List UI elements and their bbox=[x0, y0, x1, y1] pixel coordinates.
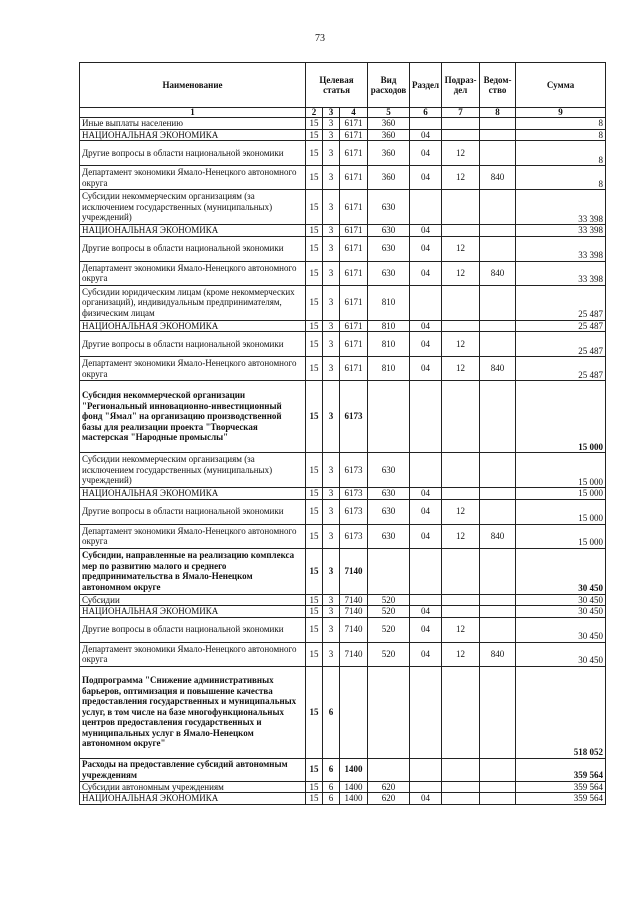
header-department: Ведом-ство bbox=[480, 63, 516, 108]
table-row bbox=[80, 285, 606, 320]
row-article-program: 15 bbox=[306, 488, 323, 500]
row-section: 04 bbox=[410, 129, 442, 141]
row-article-code bbox=[340, 666, 368, 758]
row-subsection bbox=[442, 606, 480, 618]
row-article-program: 15 bbox=[306, 617, 323, 642]
column-index: 8 bbox=[480, 108, 516, 118]
table-row bbox=[80, 129, 606, 141]
row-department: 840 bbox=[480, 261, 516, 285]
row-article-subprogram: 3 bbox=[323, 381, 340, 453]
row-article-code: 6171 bbox=[340, 236, 368, 261]
row-department: 840 bbox=[480, 642, 516, 666]
column-index: 7 bbox=[442, 108, 480, 118]
row-article-code: 6171 bbox=[340, 129, 368, 141]
row-section bbox=[410, 381, 442, 453]
row-article-code: 6171 bbox=[340, 166, 368, 190]
row-article-program: 15 bbox=[306, 781, 323, 793]
row-sum: 33 398 bbox=[516, 190, 606, 225]
row-sum: 30 450 bbox=[516, 548, 606, 594]
row-article-code: 6171 bbox=[340, 190, 368, 225]
row-name: НАЦИОНАЛЬНАЯ ЭКОНОМИКА bbox=[80, 129, 306, 141]
row-name: Другие вопросы в области национальной экономики bbox=[80, 141, 306, 166]
row-department bbox=[480, 594, 516, 606]
row-article-program: 15 bbox=[306, 594, 323, 606]
row-subsection: 12 bbox=[442, 357, 480, 381]
row-subsection bbox=[442, 381, 480, 453]
row-section: 04 bbox=[410, 236, 442, 261]
row-article-subprogram: 3 bbox=[323, 166, 340, 190]
row-article-subprogram: 6 bbox=[323, 666, 340, 758]
row-article-subprogram: 3 bbox=[323, 190, 340, 225]
row-article-program: 15 bbox=[306, 642, 323, 666]
row-department bbox=[480, 793, 516, 805]
row-department bbox=[480, 381, 516, 453]
header-sum: Сумма bbox=[516, 63, 606, 108]
row-expense-type: 520 bbox=[368, 617, 410, 642]
row-expense-type: 630 bbox=[368, 225, 410, 237]
row-article-subprogram: 3 bbox=[323, 320, 340, 332]
table-row bbox=[80, 166, 606, 190]
row-article-code: 6171 bbox=[340, 225, 368, 237]
row-expense-type: 810 bbox=[368, 332, 410, 357]
row-name: НАЦИОНАЛЬНАЯ ЭКОНОМИКА bbox=[80, 225, 306, 237]
row-subsection bbox=[442, 548, 480, 594]
row-article-code: 7140 bbox=[340, 548, 368, 594]
row-section: 04 bbox=[410, 606, 442, 618]
row-article-subprogram: 3 bbox=[323, 285, 340, 320]
row-subsection: 12 bbox=[442, 332, 480, 357]
row-sum: 33 398 bbox=[516, 225, 606, 237]
page-number: 73 bbox=[315, 33, 325, 44]
row-name: Другие вопросы в области национальной экономики bbox=[80, 332, 306, 357]
row-name: Департамент экономики Ямало-Ненецкого автономного округа bbox=[80, 642, 306, 666]
row-article-program: 15 bbox=[306, 118, 323, 130]
row-name: Иные выплаты населению bbox=[80, 118, 306, 130]
row-department bbox=[480, 236, 516, 261]
row-article-program: 15 bbox=[306, 548, 323, 594]
row-article-program: 15 bbox=[306, 606, 323, 618]
row-sum: 359 564 bbox=[516, 758, 606, 781]
row-article-subprogram: 6 bbox=[323, 781, 340, 793]
row-department: 840 bbox=[480, 357, 516, 381]
row-article-program: 15 bbox=[306, 524, 323, 548]
column-index: 9 bbox=[516, 108, 606, 118]
row-subsection bbox=[442, 453, 480, 488]
row-article-program: 15 bbox=[306, 758, 323, 781]
row-name: Субсидии автономным учреждениям bbox=[80, 781, 306, 793]
header-subsection: Подраз-дел bbox=[442, 63, 480, 108]
row-section: 04 bbox=[410, 499, 442, 524]
row-subsection: 12 bbox=[442, 642, 480, 666]
row-article-subprogram: 3 bbox=[323, 129, 340, 141]
row-expense-type bbox=[368, 381, 410, 453]
row-article-code: 6171 bbox=[340, 332, 368, 357]
row-subsection: 12 bbox=[442, 261, 480, 285]
row-article-program: 15 bbox=[306, 261, 323, 285]
row-name: Субсидии юридическим лицам (кроме некоммерческих организаций), индивидуальным предпринимателям, физическим лицам bbox=[80, 285, 306, 320]
row-article-program: 15 bbox=[306, 236, 323, 261]
row-department bbox=[480, 129, 516, 141]
row-expense-type: 620 bbox=[368, 781, 410, 793]
row-article-code: 1400 bbox=[340, 793, 368, 805]
row-section bbox=[410, 548, 442, 594]
row-subsection bbox=[442, 793, 480, 805]
row-department bbox=[480, 781, 516, 793]
row-expense-type: 520 bbox=[368, 606, 410, 618]
row-department bbox=[480, 190, 516, 225]
table-row bbox=[80, 488, 606, 500]
row-name: Подпрограмма "Снижение административных барьеров, оптимизация и повышение качества предоставления государственных и муниципальных услуг, в том числе на базе многофункциональных центров предоставления государственных и муниципальных услуг в Ямало-Ненецком автономном округе" bbox=[80, 666, 306, 758]
row-sum: 30 450 bbox=[516, 617, 606, 642]
row-article-subprogram: 3 bbox=[323, 499, 340, 524]
row-section: 04 bbox=[410, 332, 442, 357]
table-row bbox=[80, 594, 606, 606]
row-expense-type: 630 bbox=[368, 190, 410, 225]
row-expense-type: 520 bbox=[368, 642, 410, 666]
row-section: 04 bbox=[410, 488, 442, 500]
row-name: Департамент экономики Ямало-Ненецкого автономного округа bbox=[80, 357, 306, 381]
row-article-subprogram: 3 bbox=[323, 261, 340, 285]
table-row bbox=[80, 141, 606, 166]
row-sum: 25 487 bbox=[516, 285, 606, 320]
row-sum: 8 bbox=[516, 129, 606, 141]
row-name: Департамент экономики Ямало-Ненецкого автономного округа bbox=[80, 166, 306, 190]
row-article-program: 15 bbox=[306, 225, 323, 237]
row-article-subprogram: 3 bbox=[323, 594, 340, 606]
row-subsection bbox=[442, 129, 480, 141]
row-section bbox=[410, 758, 442, 781]
row-name: Другие вопросы в области национальной экономики bbox=[80, 617, 306, 642]
row-article-subprogram: 6 bbox=[323, 793, 340, 805]
row-subsection: 12 bbox=[442, 524, 480, 548]
row-article-code: 7140 bbox=[340, 606, 368, 618]
row-sum: 518 052 bbox=[516, 666, 606, 758]
row-subsection bbox=[442, 225, 480, 237]
row-expense-type: 630 bbox=[368, 236, 410, 261]
row-expense-type: 620 bbox=[368, 793, 410, 805]
row-article-subprogram: 3 bbox=[323, 453, 340, 488]
column-index: 4 bbox=[340, 108, 368, 118]
row-sum: 8 bbox=[516, 118, 606, 130]
row-department bbox=[480, 548, 516, 594]
table-row bbox=[80, 499, 606, 524]
row-article-subprogram: 3 bbox=[323, 488, 340, 500]
column-index: 1 bbox=[80, 108, 306, 118]
row-article-code: 6171 bbox=[340, 118, 368, 130]
row-subsection: 12 bbox=[442, 141, 480, 166]
row-section: 04 bbox=[410, 225, 442, 237]
row-subsection bbox=[442, 285, 480, 320]
row-article-subprogram: 3 bbox=[323, 141, 340, 166]
row-article-program: 15 bbox=[306, 141, 323, 166]
column-index: 2 bbox=[306, 108, 323, 118]
row-article-code: 6173 bbox=[340, 453, 368, 488]
table-row bbox=[80, 793, 606, 805]
row-article-program: 15 bbox=[306, 499, 323, 524]
row-section: 04 bbox=[410, 642, 442, 666]
column-index: 5 bbox=[368, 108, 410, 118]
row-expense-type bbox=[368, 548, 410, 594]
row-sum: 25 487 bbox=[516, 332, 606, 357]
row-article-subprogram: 3 bbox=[323, 606, 340, 618]
row-article-code: 6173 bbox=[340, 524, 368, 548]
row-name: Департамент экономики Ямало-Ненецкого автономного округа bbox=[80, 261, 306, 285]
row-sum: 30 450 bbox=[516, 606, 606, 618]
row-department bbox=[480, 285, 516, 320]
header-section: Раздел bbox=[410, 63, 442, 108]
row-department bbox=[480, 320, 516, 332]
row-name: Субсидии некоммерческим организациям (за исключением государственных (муниципальных) учреждений) bbox=[80, 453, 306, 488]
row-section: 04 bbox=[410, 617, 442, 642]
row-department bbox=[480, 499, 516, 524]
column-index: 3 bbox=[323, 108, 340, 118]
row-section bbox=[410, 594, 442, 606]
header-target-article: Целевая статья bbox=[306, 63, 368, 108]
row-expense-type: 810 bbox=[368, 320, 410, 332]
table-row bbox=[80, 190, 606, 225]
row-name: Субсидии, направленные на реализацию комплекса мер по развитию малого и среднего предпринимательства в Ямало-Ненецком автономном округе bbox=[80, 548, 306, 594]
row-expense-type: 630 bbox=[368, 524, 410, 548]
row-department bbox=[480, 453, 516, 488]
row-sum: 8 bbox=[516, 166, 606, 190]
row-name: НАЦИОНАЛЬНАЯ ЭКОНОМИКА bbox=[80, 606, 306, 618]
table-row bbox=[80, 381, 606, 453]
row-article-code: 1400 bbox=[340, 781, 368, 793]
row-department bbox=[480, 617, 516, 642]
row-expense-type: 630 bbox=[368, 488, 410, 500]
row-expense-type: 630 bbox=[368, 453, 410, 488]
budget-table bbox=[79, 62, 606, 805]
row-article-code: 6173 bbox=[340, 499, 368, 524]
row-article-code: 6171 bbox=[340, 141, 368, 166]
row-sum: 15 000 bbox=[516, 499, 606, 524]
row-department bbox=[480, 225, 516, 237]
row-sum: 15 000 bbox=[516, 488, 606, 500]
row-expense-type: 630 bbox=[368, 261, 410, 285]
row-article-program: 15 bbox=[306, 190, 323, 225]
row-article-subprogram: 3 bbox=[323, 118, 340, 130]
row-article-code: 7140 bbox=[340, 617, 368, 642]
row-article-subprogram: 3 bbox=[323, 617, 340, 642]
row-subsection bbox=[442, 594, 480, 606]
row-section: 04 bbox=[410, 357, 442, 381]
row-section: 04 bbox=[410, 141, 442, 166]
row-sum: 33 398 bbox=[516, 261, 606, 285]
row-department bbox=[480, 666, 516, 758]
table-row bbox=[80, 642, 606, 666]
row-article-program: 15 bbox=[306, 381, 323, 453]
row-expense-type: 810 bbox=[368, 357, 410, 381]
row-name: Субсидия некоммерческой организации "Региональный инновационно-инвестиционный фонд "Ямал" на организацию производственной базы для реализации проекта "Творческая мастерская "Народные промыслы" bbox=[80, 381, 306, 453]
row-name: Другие вопросы в области национальной экономики bbox=[80, 236, 306, 261]
table-row bbox=[80, 118, 606, 130]
row-article-code: 6171 bbox=[340, 320, 368, 332]
table-row bbox=[80, 320, 606, 332]
table-row bbox=[80, 548, 606, 594]
row-article-subprogram: 6 bbox=[323, 758, 340, 781]
row-subsection: 12 bbox=[442, 617, 480, 642]
row-article-program: 15 bbox=[306, 332, 323, 357]
row-subsection: 12 bbox=[442, 166, 480, 190]
row-article-program: 15 bbox=[306, 129, 323, 141]
row-article-code: 6171 bbox=[340, 285, 368, 320]
row-subsection bbox=[442, 666, 480, 758]
row-sum: 8 bbox=[516, 141, 606, 166]
row-article-subprogram: 3 bbox=[323, 357, 340, 381]
row-expense-type bbox=[368, 666, 410, 758]
row-article-code: 6171 bbox=[340, 357, 368, 381]
row-article-program: 15 bbox=[306, 793, 323, 805]
row-department bbox=[480, 118, 516, 130]
row-subsection bbox=[442, 488, 480, 500]
column-index: 6 bbox=[410, 108, 442, 118]
row-subsection bbox=[442, 320, 480, 332]
row-subsection: 12 bbox=[442, 236, 480, 261]
row-section: 04 bbox=[410, 793, 442, 805]
table-row bbox=[80, 524, 606, 548]
row-expense-type: 810 bbox=[368, 285, 410, 320]
row-subsection bbox=[442, 118, 480, 130]
row-section bbox=[410, 666, 442, 758]
row-article-code: 6171 bbox=[340, 261, 368, 285]
row-name: Субсидии некоммерческим организациям (за исключением государственных (муниципальных) учреждений) bbox=[80, 190, 306, 225]
row-subsection bbox=[442, 190, 480, 225]
row-sum: 15 000 bbox=[516, 524, 606, 548]
row-section: 04 bbox=[410, 261, 442, 285]
row-sum: 25 487 bbox=[516, 357, 606, 381]
row-subsection: 12 bbox=[442, 499, 480, 524]
row-department bbox=[480, 141, 516, 166]
table-row bbox=[80, 261, 606, 285]
row-article-program: 15 bbox=[306, 285, 323, 320]
row-article-subprogram: 3 bbox=[323, 642, 340, 666]
row-article-program: 15 bbox=[306, 666, 323, 758]
row-article-program: 15 bbox=[306, 357, 323, 381]
row-article-code: 6173 bbox=[340, 381, 368, 453]
row-sum: 25 487 bbox=[516, 320, 606, 332]
row-sum: 30 450 bbox=[516, 642, 606, 666]
row-section bbox=[410, 453, 442, 488]
row-section: 04 bbox=[410, 166, 442, 190]
row-name: Субсидии bbox=[80, 594, 306, 606]
row-sum: 359 564 bbox=[516, 793, 606, 805]
row-sum: 33 398 bbox=[516, 236, 606, 261]
row-section bbox=[410, 781, 442, 793]
row-section: 04 bbox=[410, 320, 442, 332]
row-article-program: 15 bbox=[306, 166, 323, 190]
row-name: НАЦИОНАЛЬНАЯ ЭКОНОМИКА bbox=[80, 488, 306, 500]
row-section bbox=[410, 118, 442, 130]
row-article-subprogram: 3 bbox=[323, 225, 340, 237]
row-article-code: 7140 bbox=[340, 594, 368, 606]
header-name: Наименование bbox=[80, 63, 306, 108]
row-expense-type: 520 bbox=[368, 594, 410, 606]
row-name: НАЦИОНАЛЬНАЯ ЭКОНОМИКА bbox=[80, 320, 306, 332]
row-subsection bbox=[442, 758, 480, 781]
row-sum: 15 000 bbox=[516, 381, 606, 453]
table-row bbox=[80, 666, 606, 758]
row-department bbox=[480, 332, 516, 357]
row-article-subprogram: 3 bbox=[323, 524, 340, 548]
row-department bbox=[480, 488, 516, 500]
row-article-subprogram: 3 bbox=[323, 548, 340, 594]
row-article-program: 15 bbox=[306, 453, 323, 488]
row-article-code: 1400 bbox=[340, 758, 368, 781]
row-section: 04 bbox=[410, 524, 442, 548]
row-department bbox=[480, 606, 516, 618]
row-subsection bbox=[442, 781, 480, 793]
table-row bbox=[80, 758, 606, 781]
row-expense-type: 360 bbox=[368, 129, 410, 141]
column-index-row bbox=[80, 108, 606, 118]
row-article-code: 6173 bbox=[340, 488, 368, 500]
row-article-subprogram: 3 bbox=[323, 236, 340, 261]
row-article-subprogram: 3 bbox=[323, 332, 340, 357]
row-name: Департамент экономики Ямало-Ненецкого автономного округа bbox=[80, 524, 306, 548]
row-sum: 359 564 bbox=[516, 781, 606, 793]
table-row bbox=[80, 357, 606, 381]
row-section bbox=[410, 190, 442, 225]
header-expense-type: Вид расходов bbox=[368, 63, 410, 108]
table-row bbox=[80, 453, 606, 488]
table-row bbox=[80, 606, 606, 618]
row-expense-type: 360 bbox=[368, 166, 410, 190]
row-name: Другие вопросы в области национальной экономики bbox=[80, 499, 306, 524]
row-department bbox=[480, 758, 516, 781]
row-article-code: 7140 bbox=[340, 642, 368, 666]
header-row bbox=[80, 63, 606, 108]
row-sum: 15 000 bbox=[516, 453, 606, 488]
row-expense-type: 360 bbox=[368, 141, 410, 166]
row-expense-type: 360 bbox=[368, 118, 410, 130]
row-expense-type: 630 bbox=[368, 499, 410, 524]
row-name: Расходы на предоставление субсидий автономным учреждениям bbox=[80, 758, 306, 781]
row-name: НАЦИОНАЛЬНАЯ ЭКОНОМИКА bbox=[80, 793, 306, 805]
table-row bbox=[80, 332, 606, 357]
table-row bbox=[80, 225, 606, 237]
table-row bbox=[80, 781, 606, 793]
row-section bbox=[410, 285, 442, 320]
row-article-program: 15 bbox=[306, 320, 323, 332]
row-sum: 30 450 bbox=[516, 594, 606, 606]
table-row bbox=[80, 236, 606, 261]
row-department: 840 bbox=[480, 166, 516, 190]
table-row bbox=[80, 617, 606, 642]
row-expense-type bbox=[368, 758, 410, 781]
table-body bbox=[80, 118, 606, 805]
row-department: 840 bbox=[480, 524, 516, 548]
